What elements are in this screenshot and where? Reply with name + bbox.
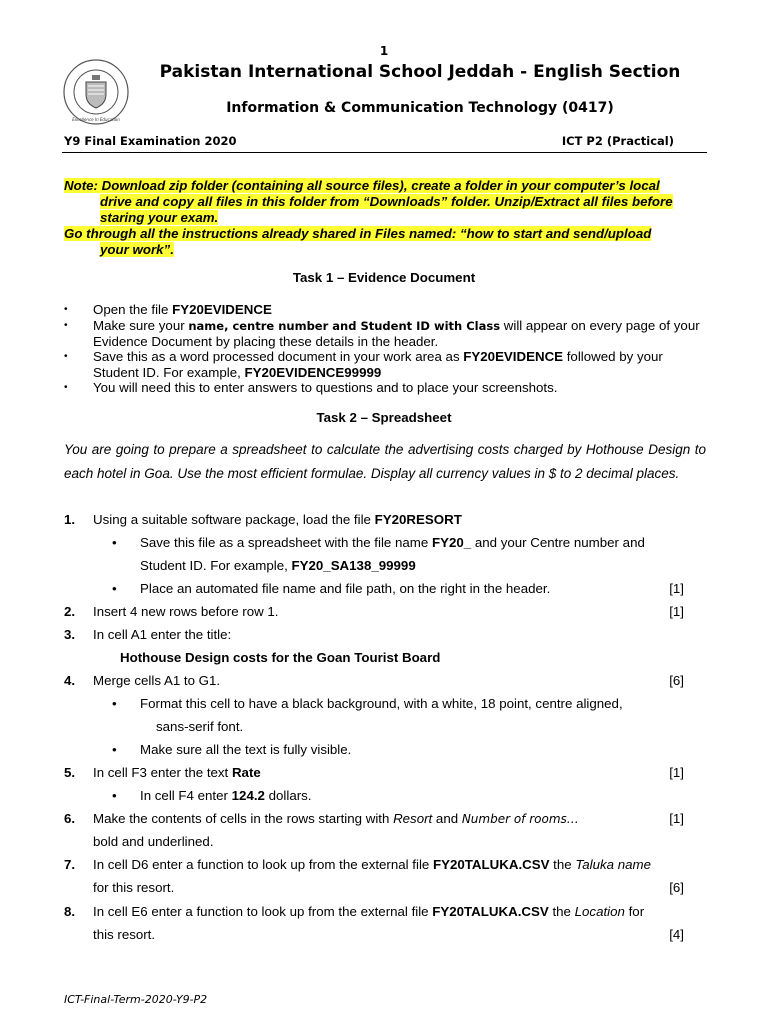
task1-bullet-2: • Make sure your name, centre number and Student ID with Class will appear on every page of your Evidence Document by placing these details in the header. xyxy=(64,318,700,349)
page-footer: ICT-Final-Term-2020-Y9-P2 xyxy=(64,993,208,1006)
question-6-marks: [1] xyxy=(669,811,684,826)
note-line-5: your work”. xyxy=(100,242,174,257)
note-block xyxy=(64,178,734,258)
note-line-3: staring your exam. xyxy=(100,210,219,225)
subject-title: Information & Communication Technology (0417) xyxy=(226,100,614,116)
header-divider xyxy=(62,152,707,153)
paper-title: ICT P2 (Practical) xyxy=(561,134,674,148)
page-number: 1 xyxy=(379,44,389,58)
school-logo xyxy=(62,58,130,126)
question-3-title: Hothouse Design costs for the Goan Tourist Board xyxy=(120,650,441,665)
task1-title: Task 1 – Evidence Document xyxy=(292,270,476,285)
svg-text:Excellence In Education: Excellence In Education xyxy=(72,117,120,122)
school-name: Pakistan International School Jeddah - English Section xyxy=(159,62,681,82)
question-8-marks: [4] xyxy=(669,927,684,942)
exam-title: Y9 Final Examination 2020 xyxy=(64,134,237,148)
task2-title: Task 2 – Spreadsheet xyxy=(316,410,452,425)
question-4-marks: [6] xyxy=(669,673,684,688)
question-7-marks: [6] xyxy=(669,880,684,895)
task1-bullet-3: • Save this as a word processed document in your work area as FY20EVIDENCE followed by your Student ID. For example, FY20EVIDENCE99999 xyxy=(64,349,663,380)
school-logo-icon xyxy=(62,58,130,126)
task1-bullet-1: • Open the file FY20EVIDENCE xyxy=(64,302,272,317)
task2-intro: You are going to prepare a spreadsheet to calculate the advertising costs charged by Hothouse Design to each hotel in Goa. Use the most efficient formulae. Display all currency values in $ to 2 decimal places. xyxy=(64,442,706,481)
note-line-2: drive and copy all files in this folder from “Downloads” folder. Unzip/Extract all files before xyxy=(100,194,673,209)
note-line-4: Go through all the instructions already shared in Files named: “how to start and send/upload xyxy=(64,226,652,241)
task1-bullet-4: • You will need this to enter answers to questions and to place your screenshots. xyxy=(64,380,558,395)
question-2-marks: [1] xyxy=(669,604,684,619)
question-5-marks: [1] xyxy=(669,765,684,780)
question-1b-marks: [1] xyxy=(669,581,684,596)
note-line-1: Note: Download zip folder (containing all source files), create a folder in your computer’s local xyxy=(64,178,660,193)
